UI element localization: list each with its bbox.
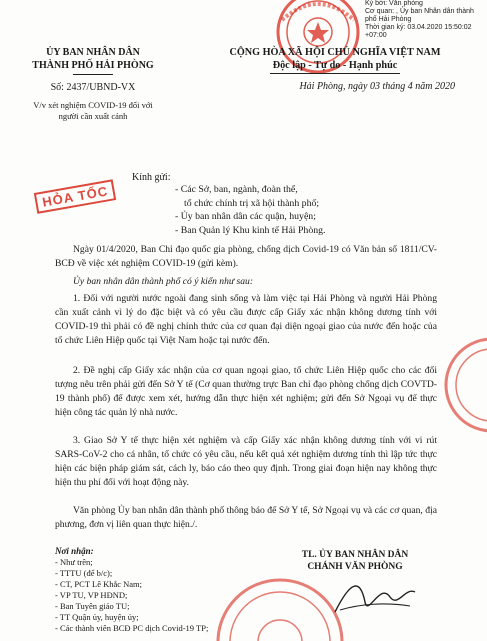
- noi-nhan-item: - Như trên;: [55, 557, 93, 567]
- opinion-paragraph: Ủy ban nhân dân thành phố có ý kiến như sau:: [73, 276, 254, 287]
- document-number: Số: 2437/UBND-VX: [50, 82, 136, 93]
- signature-seal-icon: [210, 560, 350, 641]
- document-subject-line2: người cần xuất cảnh: [58, 111, 128, 121]
- noi-nhan-item: - Các thành viên BCĐ PC dịch Covid-19 TP;: [55, 623, 209, 633]
- intro-paragraph: Ngày 01/4/2020, Ban Chỉ đạo quốc gia phòng, chống dịch Covid-19 có Văn bản số 1811/CV-BCĐ về việc xét nghiệm COVID-19 (gửi kèm).: [55, 244, 437, 269]
- recipients-list: [175, 183, 425, 237]
- signature-line: Thời gian ký: 03.04.2020 15:50:02: [365, 24, 472, 31]
- issuer-name-line2: THÀNH PHỐ HẢI PHÒNG: [32, 60, 154, 71]
- recipient-item: - Ban Quản lý Khu kinh tế Hải Phòng.: [175, 224, 326, 236]
- paragraph-3: 3. Giao Sở Y tế thực hiện xét nghiệm và cấp Giấy xác nhận không dương tính với vi rút SARS-CoV-2 cho cá nhân, tổ chức có yêu cầu, nếu kết quả xét nghiệm dương tính thì lập tức thực hiện các biện pháp giám sát, cách ly, báo cáo theo quy định. Trong giai đoạn hiện nay không thực hiện thu phí đối với hoạt động này.: [55, 435, 437, 488]
- noi-nhan-item: - CT, PCT Lê Khắc Nam;: [55, 579, 143, 589]
- issuer-name-line1: ỦY BAN NHÂN DÂN: [46, 47, 140, 58]
- signature-line: Ký bởi: Văn phòng: [365, 0, 423, 7]
- noi-nhan-block: [55, 546, 225, 634]
- noi-nhan-item: - TTTU (để b/c);: [55, 568, 113, 578]
- signature-line: Cơ quan: , Ủy ban Nhân dân thành: [365, 8, 474, 15]
- signature-line: phố Hải Phòng: [365, 16, 412, 23]
- recipient-item: - Các Sở, ban, ngành, đoàn thể,: [175, 184, 298, 195]
- national-header: [185, 46, 485, 93]
- handwritten-signature-icon: [330, 572, 420, 622]
- closing-paragraph: Văn phòng Ủy ban nhân dân thành phố thông báo để Sở Y tế, Sở Ngoại vụ và các cơ quan, địa phương, đơn vị liên quan thực hiện./.: [55, 505, 437, 530]
- issuer-header: [8, 46, 178, 122]
- signature-line: +07:00: [365, 32, 387, 39]
- issuer-divider: [73, 74, 113, 75]
- recipient-item: tổ chức chính trị xã hội thành phố;: [184, 197, 320, 209]
- recipient-item: - Ủy ban nhân dân các quận, huyện;: [175, 211, 316, 222]
- paragraph-1: 1. Đối với người nước ngoài đang sinh sống và làm việc tại Hải Phòng và người Hải Phòng cần xuất cảnh vì lý do đặc biệt và có yêu cầu được cấp Giấy xác nhận không dương tính với COVID-19 thì phải có đề nghị chính thức của cơ quan đại diện ngoại giao của nước đến hoặc của tổ chức Liên Hiệp quốc tại Việt Nam hoặc tại nước đến.: [55, 293, 437, 346]
- urgent-stamp: HỎA TỐC: [34, 179, 117, 214]
- national-divider: [270, 73, 400, 74]
- national-title: CỘNG HÒA XÃ HỘI CHỦ NGHĨA VIỆT NAM: [229, 47, 441, 58]
- digital-signature-info: [365, 0, 487, 40]
- document-date: Hải Phòng, ngày 03 tháng 4 năm 2020: [299, 81, 455, 92]
- noi-nhan-item: - Ban Tuyên giáo TU;: [55, 601, 130, 611]
- national-motto: Độc lập - Tự do - Hạnh phúc: [272, 60, 398, 71]
- noi-nhan-item: - VP TU, VP HĐND;: [55, 590, 128, 600]
- noi-nhan-item: - TT Quận ủy, huyện ủy;: [55, 612, 139, 622]
- recipients-label: Kính gửi:: [132, 172, 171, 183]
- signer-line2: CHÁNH VĂN PHÒNG: [307, 562, 403, 572]
- paragraph-2: 2. Đề nghị cấp Giấy xác nhận của cơ quan ngoại giao, tổ chức Liên Hiệp quốc cho các đối tượng nêu trên phải gửi đến Sở Y tế (Cơ quan thường trực Ban chỉ đạo phòng chống dịch COVTD-19 thành phố) để được xem xét, hướng dẫn thực hiện xét nghiệm; gửi đến Sở Ngoại vụ để thực hiện công tác quản lý nhà nước.: [55, 365, 437, 418]
- document-subject-line1: V/v xét nghiệm COVID-19 đối với: [33, 100, 153, 110]
- noi-nhan-label: Nơi nhận:: [55, 546, 94, 556]
- signer-line1: TL. ỦY BAN NHÂN DÂN: [301, 550, 409, 560]
- partial-seal-icon: [440, 330, 487, 440]
